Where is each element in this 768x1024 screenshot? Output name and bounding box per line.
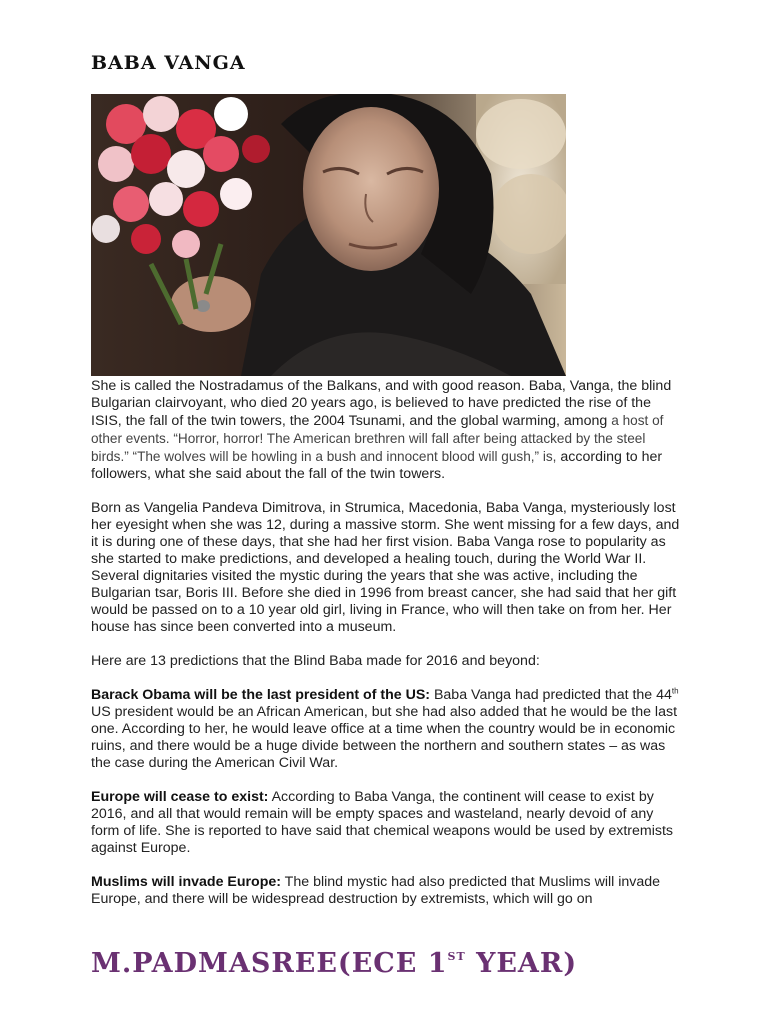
author-ordinal: ST [447, 950, 466, 963]
paragraph-predictions-intro: Here are 13 predictions that the Blind Baba made for 2016 and beyond: [91, 653, 540, 669]
prediction-obama [91, 687, 681, 772]
author-footer [91, 948, 577, 979]
portrait-photo-icon [91, 94, 566, 376]
author-name: M.PADMASREE(ECE 1 [91, 948, 448, 979]
intro-text-end: according to her followers, what she said about the fall of the twin towers. [91, 449, 663, 482]
portrait-photo [91, 94, 566, 376]
author-year: YEAR) [465, 948, 578, 979]
prediction-heading: Barack Obama will be the last president of the US: [91, 687, 431, 703]
paragraph-intro [91, 378, 681, 483]
intro-quote: a host of other events. “Horror, horror! The American brethren will fall after being attacked by the steel birds.” “The wolves will be howling in a bush and innocent blood will gush,” is, [91, 413, 664, 464]
prediction-muslims [91, 874, 681, 908]
prediction-heading: Europe will cease to exist: [91, 789, 269, 805]
prediction-heading: Muslims will invade Europe: [91, 874, 281, 890]
prediction-text: According to Baba Vanga, the continent will cease to exist by 2016, and all that would remain will be empty spaces and wasteland, nearly devoid of any form of life. She is reported to have said that chemical weapons would be used by extremists against Europe. [91, 789, 673, 856]
prediction-europe [91, 789, 681, 857]
prediction-text: Baba Vanga had predicted that the 44 [430, 687, 672, 703]
prediction-text-cont: US president would be an African American, but she had also added that he would be the last one. According to her, he would leave office at a time when the country would be in economic ruins, and there would be a huge divide between the northern and southern states – as was the case during the American Civil War. [91, 704, 678, 771]
prediction-text: The blind mystic had also predicted that Muslims will invade Europe, and there will be widespread destruction by extremists, which will go on [91, 874, 661, 907]
ordinal-suffix: th [671, 686, 679, 696]
intro-text: She is called the Nostradamus of the Balkans, and with good reason. Baba, Vanga, the blind Bulgarian clairvoyant, who died 20 years ago, is believed to have predicted the rise of the ISIS, the fall of the twin towers, the 2004 Tsunami, and the global warming, among [91, 378, 672, 429]
article-body [91, 378, 681, 925]
document-title: BABA VANGA [91, 52, 246, 74]
paragraph-biography: Born as Vangelia Pandeva Dimitrova, in Strumica, Macedonia, Baba Vanga, mysteriously lost her eyesight when she was 12, during a massive storm. She went missing for a few days, and it is during one of these days, that she had her first vision. Baba Vanga rose to popularity as she started to make predictions, and developed a healing touch, during the World War II. Several dignitaries visited the mystic during the years that she was active, including the Bulgarian tsar, Boris III. Before she died in 1996 from breast cancer, she had said that her gift would be passed on to a 10 year old girl, living in France, who will then take on from her. Her house has since been converted into a museum. [91, 500, 680, 635]
